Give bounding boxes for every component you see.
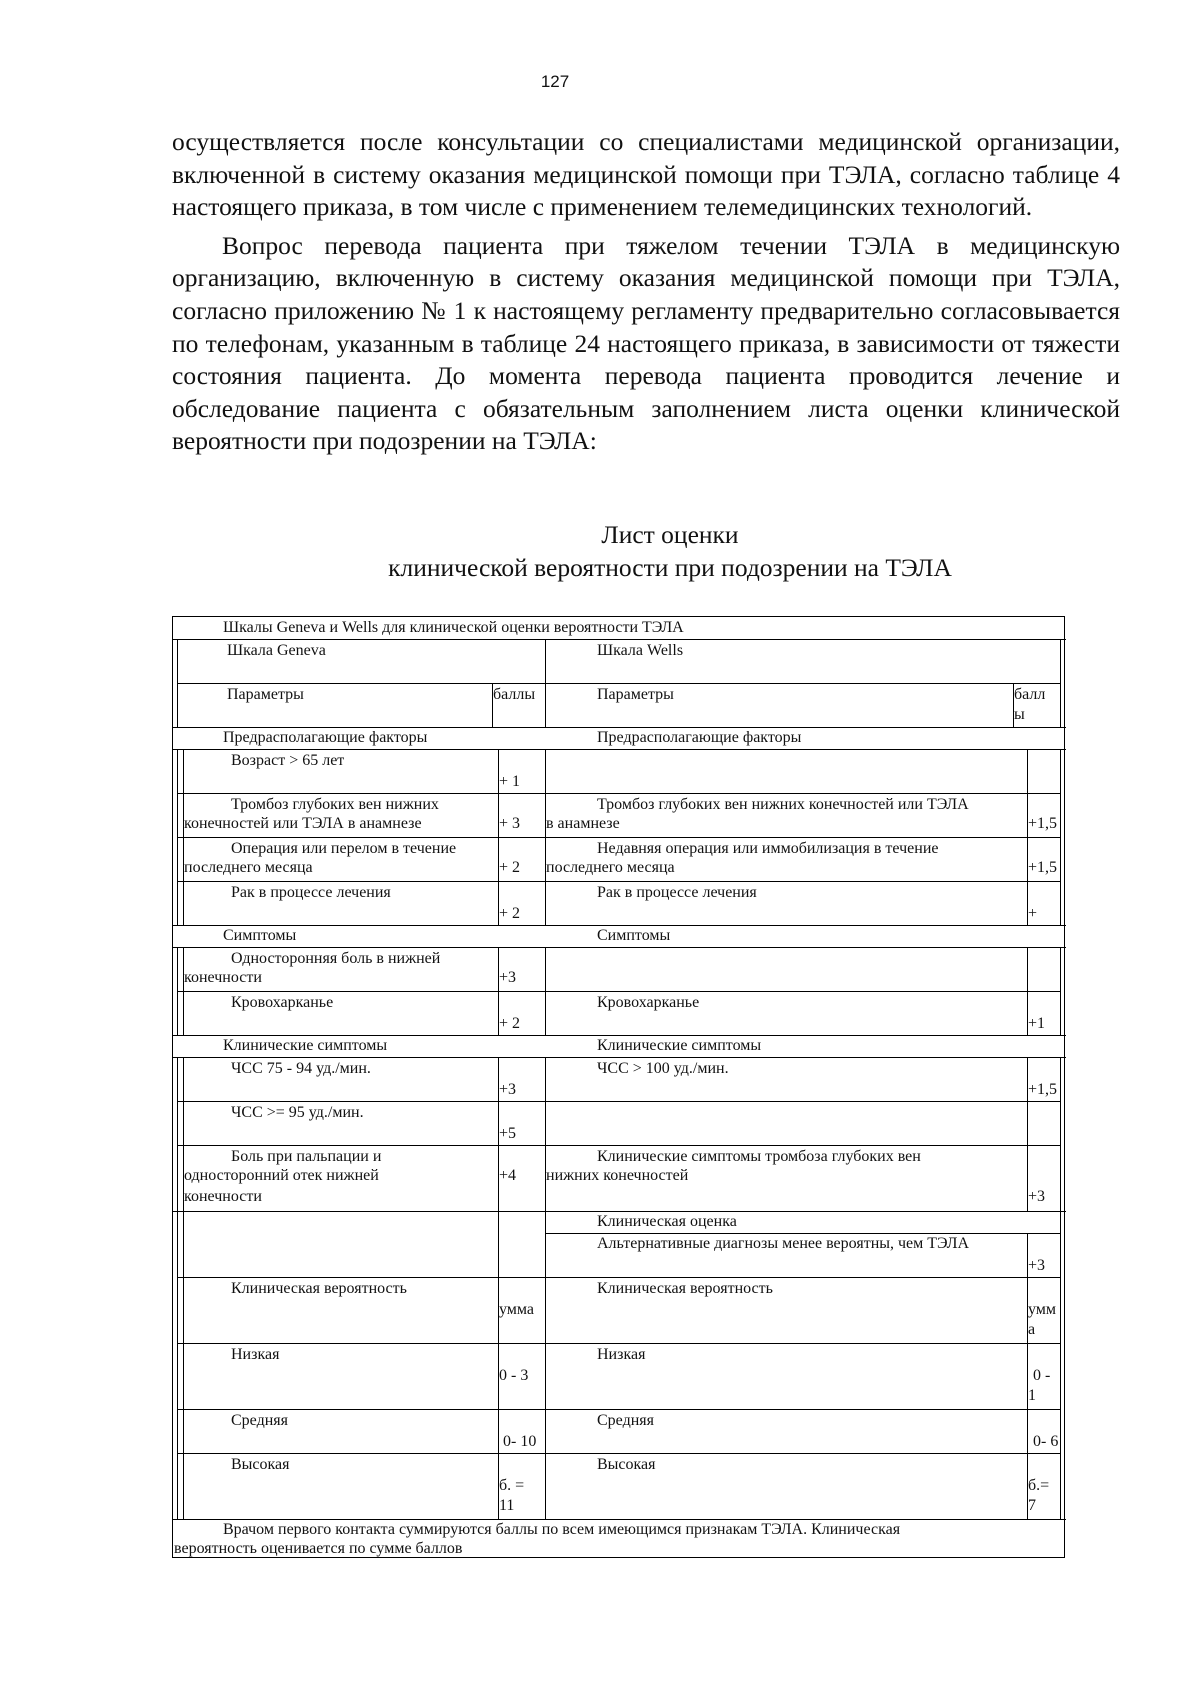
sheet-title-line2: клинической вероятности при подозрении на ТЭЛА — [388, 553, 952, 582]
geneva-high-range-1: б. = — [499, 1477, 525, 1494]
geneva-param-palpation-2: односторонний отек нижней — [184, 1167, 379, 1184]
paragraph-1: осуществляется после консультации со специалистами медицинской организации, включенной в систему оказания медицинской помощи при ТЭЛА, согласно таблице 4 настоящего приказа, в том числе с применением телемедицинских технологий. — [172, 127, 1120, 222]
geneva-points-header: баллы — [493, 686, 536, 703]
geneva-pts-leg-pain: +3 — [499, 969, 517, 986]
wells-medium-label: Средняя — [597, 1412, 654, 1429]
geneva-params-header: Параметры — [227, 686, 304, 703]
geneva-param-surgery-1: Операция или перелом в течение — [231, 840, 457, 857]
geneva-param-cancer: Рак в процессе лечения — [231, 884, 391, 901]
geneva-pts-age: + 1 — [499, 773, 521, 790]
geneva-probability-label: Клиническая вероятность — [231, 1280, 407, 1297]
geneva-medium-range: 0- 10 — [503, 1433, 537, 1450]
geneva-pts-palpation: +4 — [499, 1167, 517, 1184]
geneva-param-palpation-3: конечности — [184, 1188, 262, 1205]
geneva-medium-label: Средняя — [231, 1412, 288, 1429]
wells-param-dvt-history-1: Тромбоз глубоких вен нижних конечностей или ТЭЛА — [597, 796, 969, 813]
geneva-sum-label: умма — [499, 1301, 535, 1318]
wells-points-header-cont: ы — [1014, 706, 1025, 723]
geneva-pts-hr-95: +5 — [499, 1125, 517, 1142]
geneva-high-label: Высокая — [231, 1456, 290, 1473]
wells-section-clinical: Клинические симптомы — [597, 1037, 762, 1054]
wells-param-surgery-1: Недавняя операция или иммобилизация в течение — [597, 840, 939, 857]
wells-high-label: Высокая — [597, 1456, 656, 1473]
assessment-table — [172, 616, 1065, 1558]
geneva-low-label: Низкая — [231, 1346, 280, 1363]
wells-params-header: Параметры — [597, 686, 674, 703]
geneva-param-leg-pain-2: конечности — [184, 969, 262, 986]
wells-low-label: Низкая — [597, 1346, 646, 1363]
geneva-param-leg-pain-1: Односторонняя боль в нижней — [231, 950, 441, 967]
wells-probability-label: Клиническая вероятность — [597, 1280, 773, 1297]
geneva-section-clinical: Клинические симптомы — [223, 1037, 388, 1054]
geneva-param-hemoptysis: Кровохарканье — [231, 994, 334, 1011]
wells-section-predisposing: Предрасполагающие факторы — [597, 729, 802, 746]
wells-param-hr: ЧСС > 100 уд./мин. — [597, 1060, 729, 1077]
wells-scale-title: Шкала Wells — [597, 642, 684, 659]
geneva-pts-dvt-history: + 3 — [499, 815, 521, 832]
wells-param-dvt-signs-2: нижних конечностей — [546, 1167, 689, 1184]
wells-pts-alt-diagnosis: +3 — [1028, 1257, 1046, 1274]
body-text — [172, 126, 1120, 458]
geneva-param-surgery-2: последнего месяца — [184, 859, 313, 876]
geneva-param-hr-95: ЧСС >= 95 уд./мин. — [231, 1104, 364, 1121]
page-number: 127 — [540, 72, 570, 91]
wells-pts-hemoptysis: +1 — [1028, 1015, 1046, 1032]
paragraph-2: Вопрос перевода пациента при тяжелом течении ТЭЛА в медицинскую организацию, включенную в систему оказания медицинской помощи при ТЭЛА, согласно приложению № 1 к настоящему регламенту предварительно согласовывается по телефонам, указанным в таблице 24 настоящего приказа, в зависимости от тяжести состояния пациента. До момента перевода пациента проводится лечение и обследование пациента с обязательным заполнением листа оценки клинической вероятности при подозрении на ТЭЛА: — [172, 230, 1120, 456]
sheet-title-line1: Лист оценки — [601, 520, 739, 549]
geneva-param-palpation-1: Боль при пальпации и — [231, 1148, 382, 1165]
geneva-pts-hr-75-94: +3 — [499, 1081, 517, 1098]
geneva-pts-hemoptysis: + 2 — [499, 1015, 521, 1032]
geneva-low-range: 0 - 3 — [499, 1367, 529, 1384]
wells-pts-dvt-history: +1,5 — [1028, 815, 1058, 832]
geneva-section-predisposing: Предрасполагающие факторы — [223, 729, 428, 746]
wells-pts-surgery: +1,5 — [1028, 859, 1058, 876]
table-footer-line2: вероятность оценивается по сумме баллов — [174, 1540, 463, 1557]
geneva-section-symptoms: Симптомы — [223, 927, 297, 944]
geneva-param-hr-75-94: ЧСС 75 - 94 уд./мин. — [231, 1060, 371, 1077]
wells-param-dvt-signs-1: Клинические симптомы тромбоза глубоких вен — [597, 1148, 921, 1165]
wells-medium-range: 0- 6 — [1033, 1433, 1059, 1450]
geneva-pts-cancer: + 2 — [499, 905, 521, 922]
table-caption: Шкалы Geneva и Wells для клинической оценки вероятности ТЭЛА — [223, 619, 684, 636]
wells-pts-cancer: + — [1028, 905, 1038, 922]
wells-alt-diagnosis: Альтернативные диагнозы менее вероятны, чем ТЭЛА — [597, 1235, 970, 1252]
geneva-high-range-2: 11 — [499, 1497, 515, 1514]
wells-pts-hr: +1,5 — [1028, 1081, 1058, 1098]
wells-low-range-1: 0 - — [1033, 1367, 1051, 1384]
wells-param-surgery-2: последнего месяца — [546, 859, 675, 876]
wells-clinical-assessment: Клиническая оценка — [597, 1213, 737, 1230]
wells-high-range-1: б.= — [1028, 1477, 1050, 1494]
geneva-scale-title: Шкала Geneva — [227, 642, 326, 659]
wells-pts-dvt-signs: +3 — [1028, 1188, 1046, 1205]
wells-param-cancer: Рак в процессе лечения — [597, 884, 757, 901]
geneva-pts-surgery: + 2 — [499, 859, 521, 876]
wells-param-hemoptysis: Кровохарканье — [597, 994, 700, 1011]
wells-section-symptoms: Симптомы — [597, 927, 671, 944]
table-footer-line1: Врачом первого контакта суммируются баллы по всем имеющимся признакам ТЭЛА. Клиническая — [223, 1521, 901, 1538]
wells-param-dvt-history-2: в анамнезе — [546, 815, 620, 832]
wells-sum-label-2: а — [1028, 1321, 1036, 1338]
wells-points-header: балл — [1014, 686, 1046, 703]
geneva-param-age: Возраст > 65 лет — [231, 752, 345, 769]
wells-high-range-2: 7 — [1028, 1497, 1036, 1514]
geneva-param-dvt-history-1: Тромбоз глубоких вен нижних — [231, 796, 439, 813]
wells-sum-label-1: умм — [1028, 1301, 1057, 1318]
geneva-param-dvt-history-2: конечностей или ТЭЛА в анамнезе — [184, 815, 422, 832]
wells-low-range-2: 1 — [1028, 1387, 1036, 1404]
